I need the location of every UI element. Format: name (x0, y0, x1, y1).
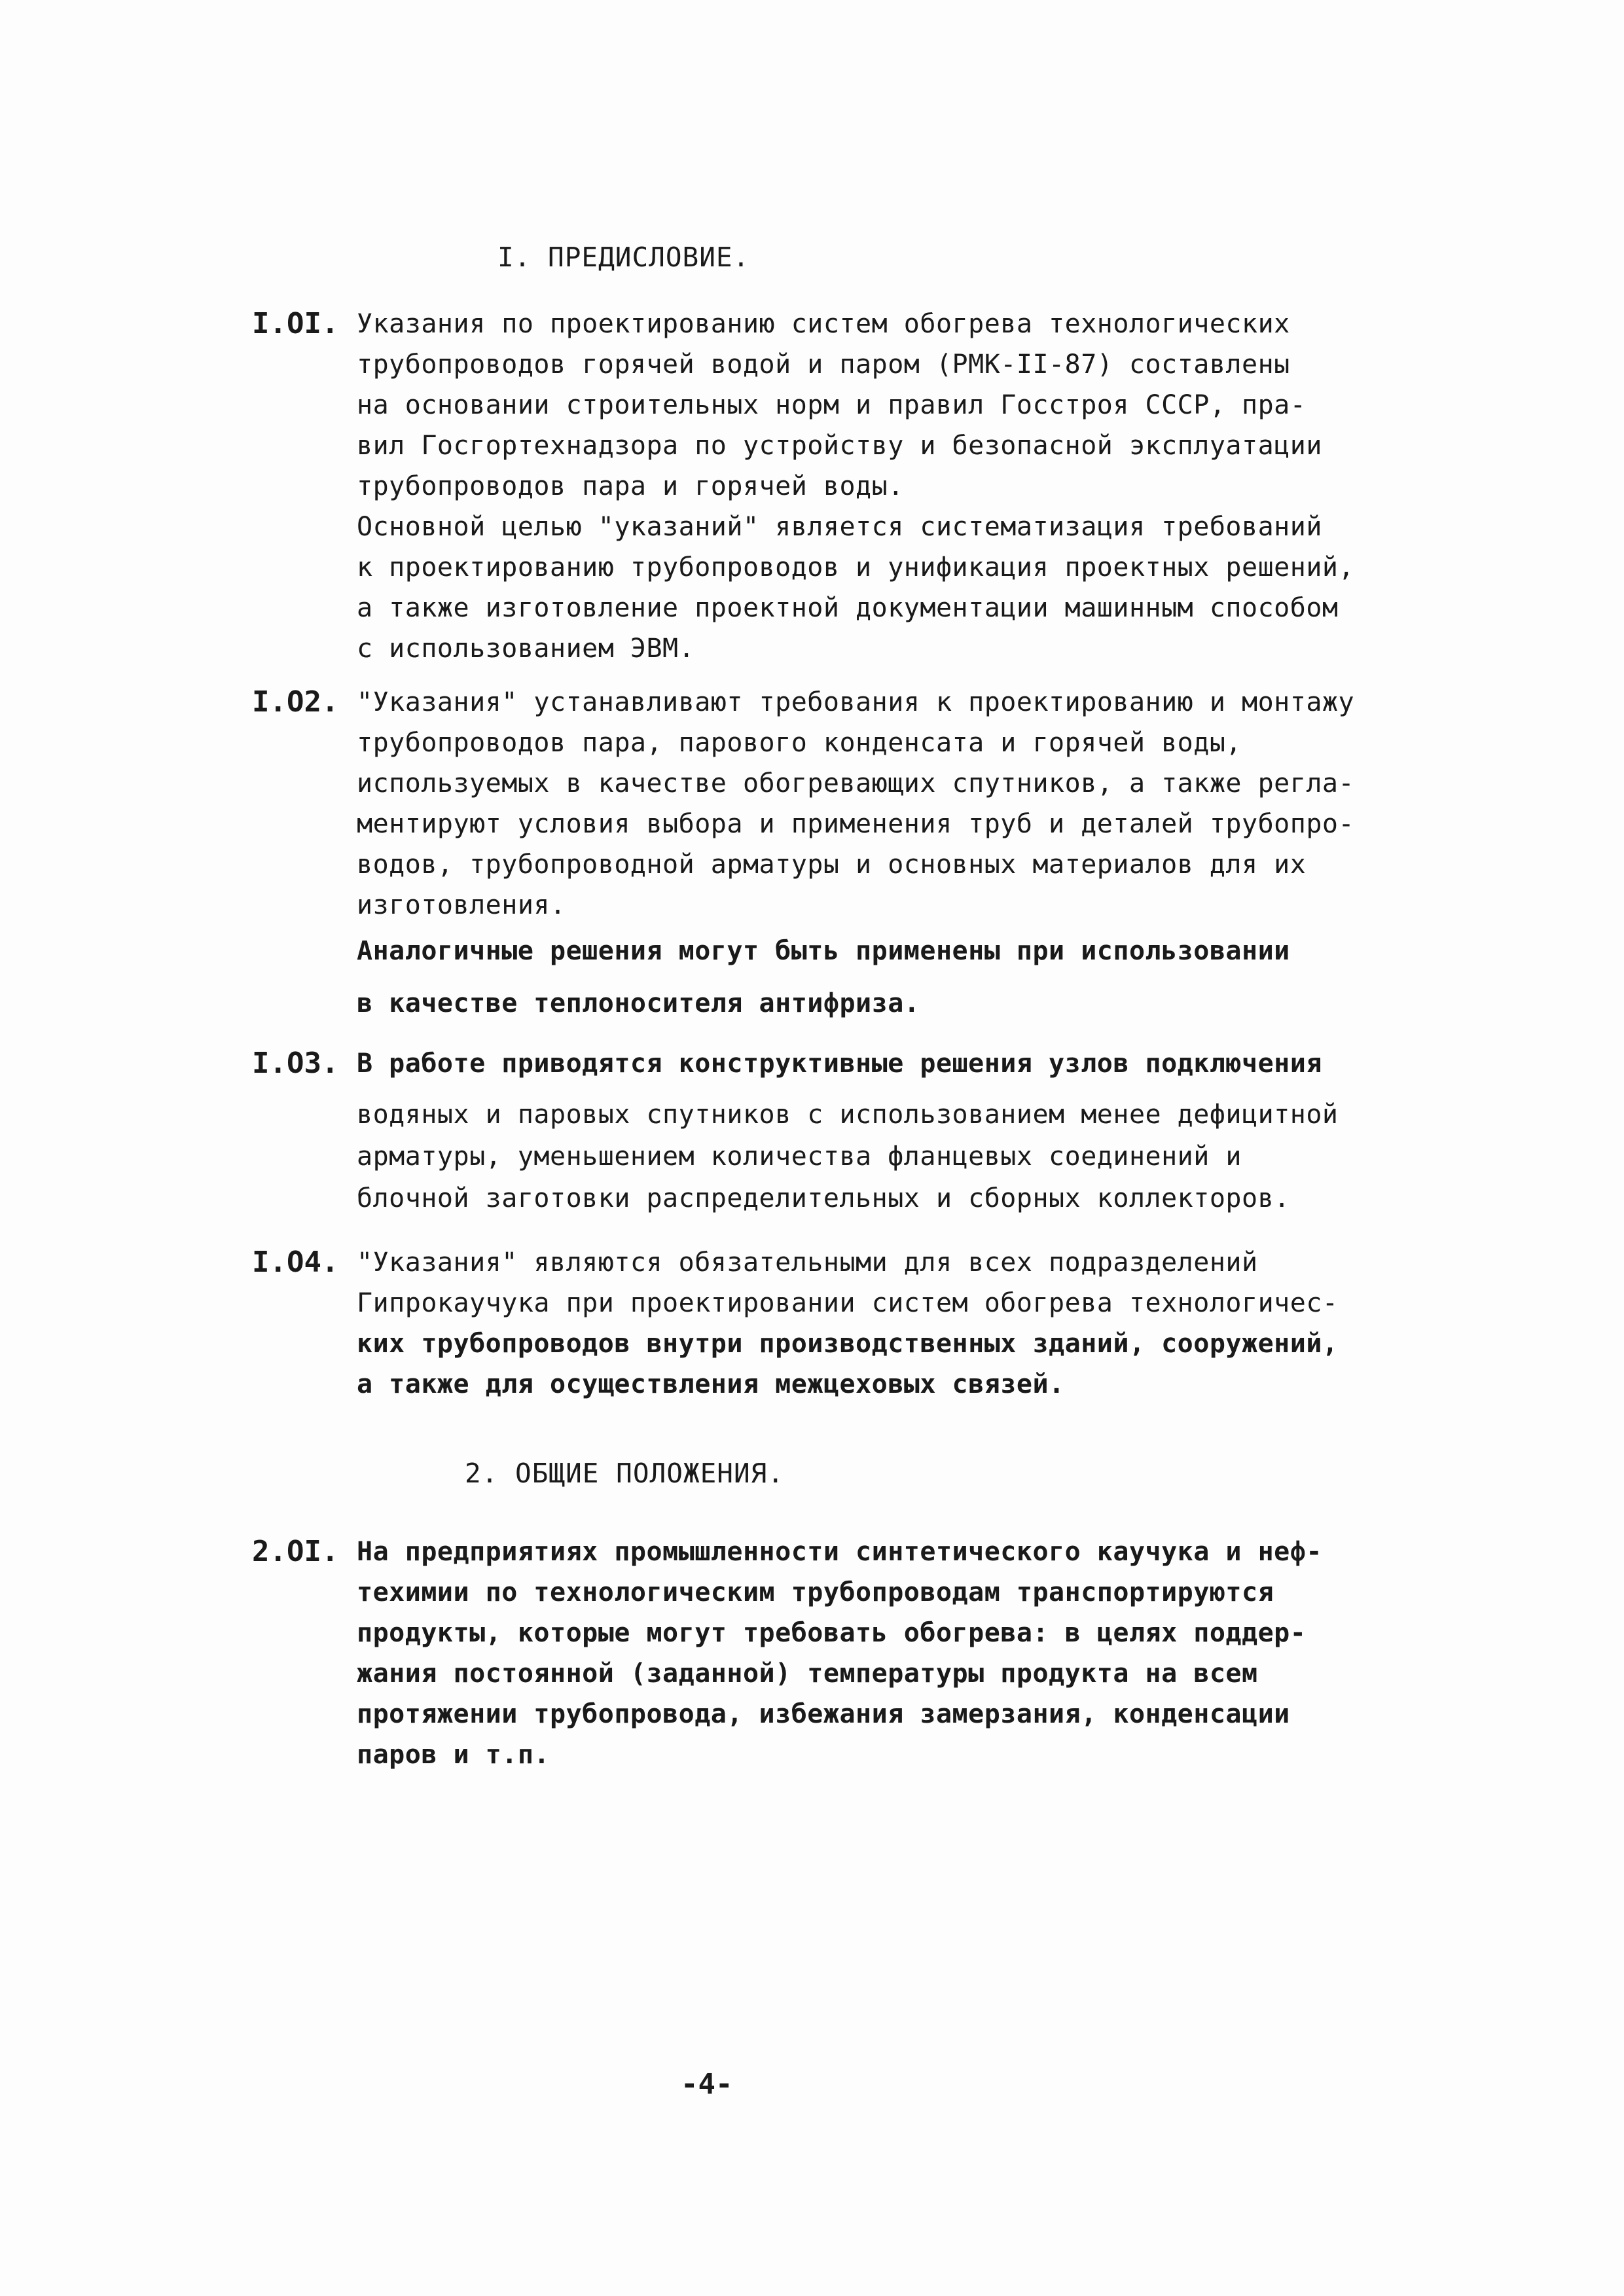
paragraph-1-02-line-2: трубопроводов пара, парового конденсата и горячей воды, (357, 728, 1242, 758)
paragraph-1-02-line-1: "Указания" устанавливают требования к проектированию и монтажу (357, 687, 1355, 717)
paragraph-1-03-line-3: арматуры, уменьшением количества фланцевых соединений и (357, 1141, 1242, 1172)
paragraph-1-01-line-2: трубопроводов горячей водой и паром (РМК-II-87) составлены (357, 350, 1290, 380)
paragraph-1-01-line-4: вил Госгортехнадзора по устройству и безопасной эксплуатации (357, 431, 1322, 461)
paragraph-1-03-line-4: блочной заготовки распределительных и сборных коллекторов. (357, 1183, 1290, 1213)
paragraph-1-04-line-4: а также для осуществления межцеховых связей. (357, 1369, 1065, 1399)
page-number: -4- (681, 2068, 733, 2101)
paragraph-1-01-line-5: трубопроводов пара и горячей воды. (357, 471, 904, 501)
paragraph-1-02-line-5: водов, трубопроводной арматуры и основных материалов для их (357, 850, 1307, 880)
paragraph-1-04-line-1: "Указания" являются обязательными для всех подразделений (357, 1247, 1258, 1278)
paragraph-1-03-line-2: водяных и паровых спутников с использованием менее дефицитной (357, 1100, 1339, 1130)
paragraph-1-04-number: I.O4. (252, 1246, 339, 1279)
paragraph-2-01-line-3: продукты, которые могут требовать обогрева: в целях поддер- (357, 1618, 1307, 1648)
paragraph-1-02-line-8: в качестве теплоносителя антифриза. (357, 988, 920, 1018)
section-2-heading: 2. ОБЩИЕ ПОЛОЖЕНИЯ. (465, 1458, 784, 1489)
paragraph-2-01-line-5: протяжении трубопровода, избежания замерзания, конденсации (357, 1699, 1290, 1729)
paragraph-1-01-line-3: на основании строительных норм и правил Госстроя СССР, пра- (357, 390, 1307, 420)
paragraph-1-01-line-9: с использованием ЭВМ. (357, 634, 695, 664)
paragraph-1-01-line-8: а также изготовление проектной документации машинным способом (357, 593, 1339, 623)
paragraph-1-02-line-7: Аналогичные решения могут быть применены при использовании (357, 936, 1290, 966)
paragraph-1-04-line-3: ких трубопроводов внутри производственных зданий, сооружений, (357, 1329, 1339, 1359)
paragraph-1-01-line-6: Основной целью "указаний" является систематизация требований (357, 512, 1322, 542)
paragraph-1-01-line-7: к проектированию трубопроводов и унификация проектных решений, (357, 552, 1355, 583)
paragraph-1-02-line-4: ментируют условия выбора и применения труб и деталей трубопро- (357, 809, 1355, 839)
paragraph-2-01-line-4: жания постоянной (заданной) температуры продукта на всем (357, 1659, 1258, 1689)
paragraph-2-01-line-6: паров и т.п. (357, 1740, 550, 1770)
paragraph-2-01-line-2: техимии по технологическим трубопроводам транспортируются (357, 1577, 1274, 1607)
paragraph-1-03-number: I.O3. (252, 1047, 339, 1080)
paragraph-1-02-line-6: изготовления. (357, 890, 566, 920)
paragraph-1-02-number: I.O2. (252, 685, 339, 719)
paragraph-1-03-line-1: В работе приводятся конструктивные решения узлов подключения (357, 1049, 1322, 1079)
paragraph-1-01-line-1: Указания по проектированию систем обогрева технологических (357, 309, 1290, 339)
paragraph-2-01-number: 2.OI. (252, 1535, 339, 1568)
paragraph-1-04-line-2: Гипрокаучука при проектировании систем обогрева технологичес- (357, 1288, 1339, 1318)
paragraph-1-02-line-3: используемых в качестве обогревающих спутников, а также регла- (357, 768, 1355, 798)
paragraph-2-01-line-1: На предприятиях промышленности синтетического каучука и неф- (357, 1537, 1322, 1567)
paragraph-1-01-number: I.OI. (252, 307, 339, 340)
section-1-heading: I. ПРЕДИСЛОВИЕ. (497, 242, 750, 273)
